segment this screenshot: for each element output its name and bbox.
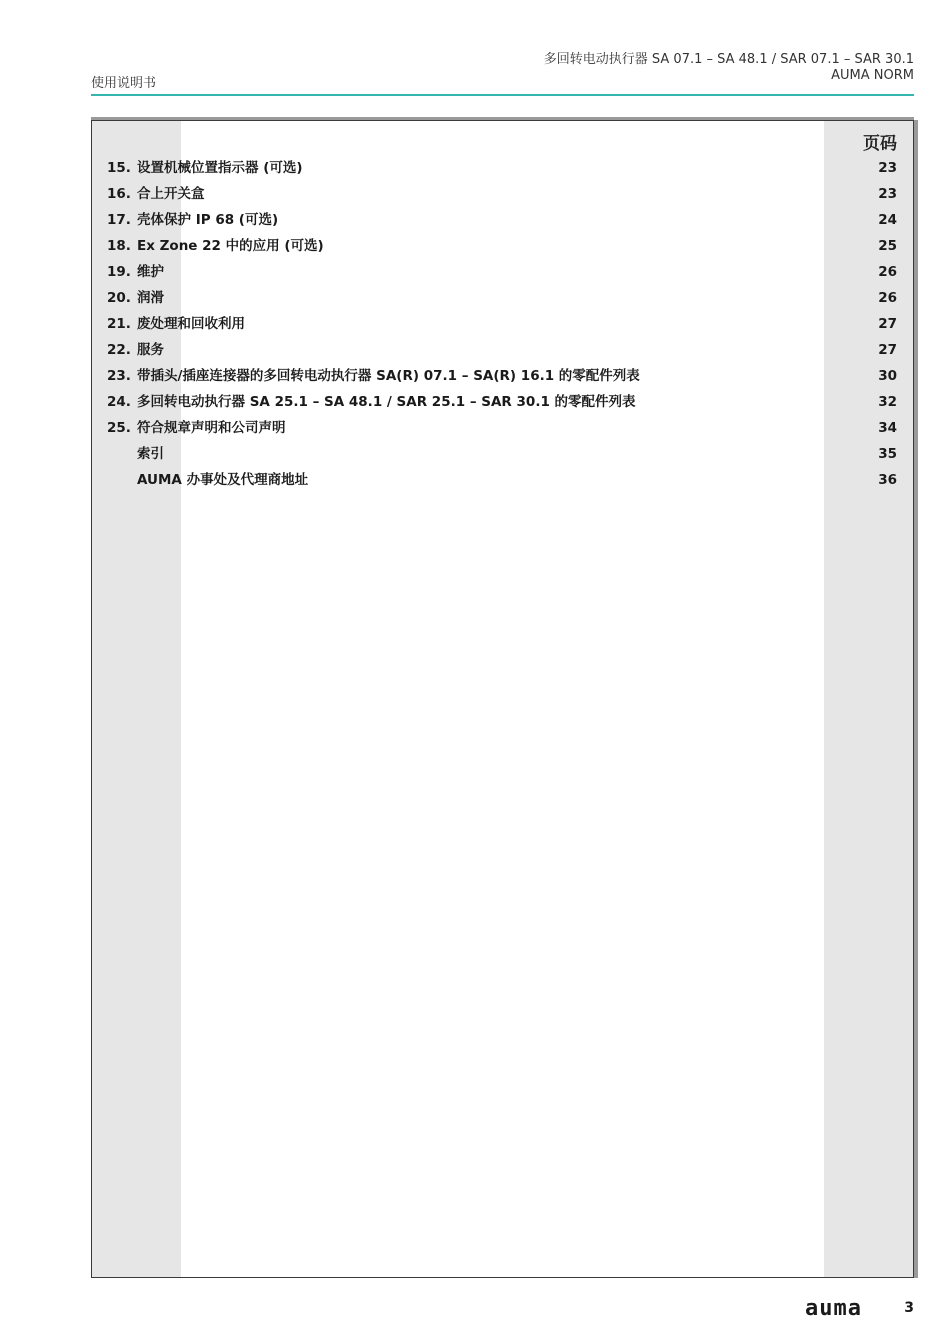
toc-entry[interactable] [92, 207, 913, 233]
toc-entry-number: 17. [107, 212, 131, 228]
toc-entry-number: 15. [107, 160, 131, 176]
toc-entry-page: 25 [878, 238, 897, 254]
header-title-line1: 多回转电动执行器 SA 07.1 – SA 48.1 / SAR 07.1 – SAR 30.1 [543, 52, 914, 67]
toc-entry-number: 20. [107, 290, 131, 306]
toc-entry-title: 废处理和回收利用 [137, 316, 245, 332]
toc-frame [91, 120, 914, 1278]
toc-entry-title: 壳体保护 IP 68 (可选) [137, 212, 279, 228]
toc-entry-number: 21. [107, 316, 131, 332]
toc-entry-page: 30 [878, 368, 897, 384]
toc-entry-number: 24. [107, 394, 131, 410]
toc-entry[interactable] [92, 311, 913, 337]
toc-entry[interactable] [92, 285, 913, 311]
toc-entry[interactable] [92, 259, 913, 285]
toc-entry-page: 32 [878, 394, 897, 410]
toc-entry-page: 27 [878, 316, 897, 332]
toc-entry-number: 25. [107, 420, 131, 436]
toc-entry[interactable] [92, 415, 913, 441]
header-title [544, 52, 914, 84]
toc-entry[interactable] [92, 181, 913, 207]
toc-entry-page: 34 [878, 420, 897, 436]
toc-entry-title: 合上开关盒 [137, 186, 205, 202]
header-rule [91, 94, 914, 96]
page-number: 3 [904, 1300, 914, 1316]
toc-entry-page: 36 [878, 472, 897, 488]
toc-entry-page: 26 [878, 290, 897, 306]
toc-entry-title: 润滑 [137, 290, 164, 306]
toc-entry[interactable] [92, 233, 913, 259]
toc-entry-page: 26 [878, 264, 897, 280]
toc-entry[interactable] [92, 155, 913, 181]
header-title-line2: AUMA NORM [831, 68, 914, 83]
toc-entry[interactable] [92, 389, 913, 415]
toc-entry-number: 22. [107, 342, 131, 358]
toc-entry-number: 18. [107, 238, 131, 254]
toc-entry[interactable] [92, 337, 913, 363]
toc-entry-title: 多回转电动执行器 SA 25.1 – SA 48.1 / SAR 25.1 – SAR 30.1 的零配件列表 [137, 394, 636, 410]
header-doc-type: 使用说明书 [91, 76, 157, 91]
toc-entry-title: 设置机械位置指示器 (可选) [137, 160, 303, 176]
toc-entry-title: 维护 [137, 264, 164, 280]
toc-list [92, 155, 913, 493]
toc-entry-title: Ex Zone 22 中的应用 (可选) [137, 238, 324, 254]
toc-entry-page: 23 [878, 160, 897, 176]
toc-entry-title: 符合规章声明和公司声明 [137, 420, 286, 436]
toc-entry-number: 16. [107, 186, 131, 202]
toc-entry-title: 带插头/插座连接器的多回转电动执行器 SA(R) 07.1 – SA(R) 16.1 的零配件列表 [137, 368, 640, 384]
auma-logo: auma [805, 1296, 862, 1321]
toc-entry-page: 24 [878, 212, 897, 228]
toc-entry-page: 35 [878, 446, 897, 462]
toc-entry-number: 23. [107, 368, 131, 384]
toc-entry-page: 27 [878, 342, 897, 358]
toc-entry-page: 23 [878, 186, 897, 202]
toc-entry[interactable] [92, 441, 913, 467]
page-column-label: 页码 [863, 134, 897, 154]
toc-entry[interactable] [92, 363, 913, 389]
toc-entry-title: 服务 [137, 342, 164, 358]
toc-entry-number: 19. [107, 264, 131, 280]
toc-entry-title: 索引 [137, 446, 164, 462]
toc-entry[interactable] [92, 467, 913, 493]
toc-entry-title: AUMA 办事处及代理商地址 [137, 472, 309, 488]
